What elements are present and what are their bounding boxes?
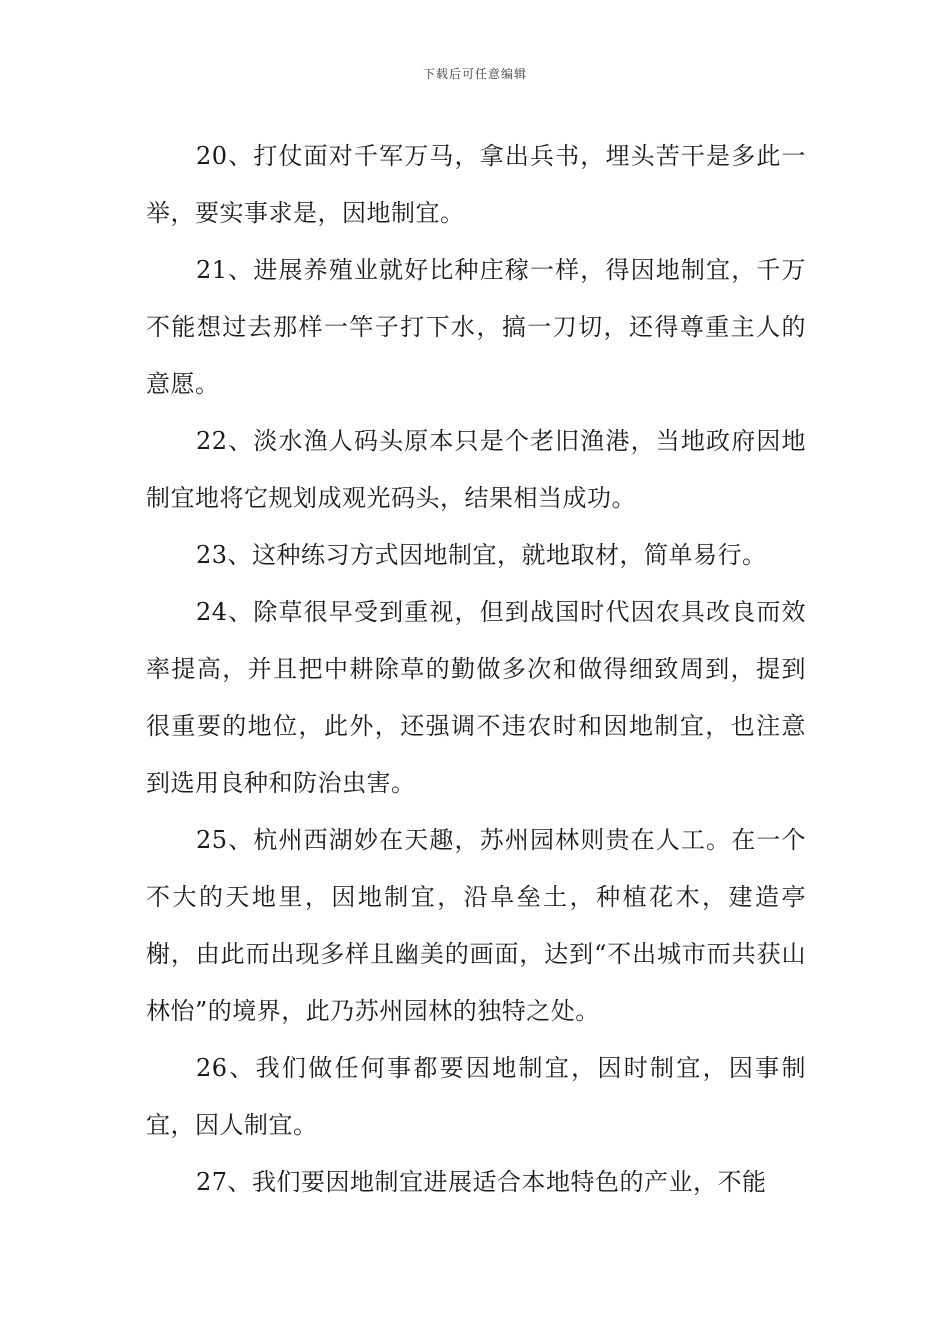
paragraph-20: 20、打仗面对千军万马，拿出兵书，埋头苦干是多此一举，要实事求是，因地制宜。 bbox=[146, 142, 806, 227]
document-body bbox=[146, 128, 806, 1211]
paragraph-27: 27、我们要因地制宜进展适合本地特色的产业，不能 bbox=[196, 1168, 767, 1196]
paragraph-24: 24、除草很早受到重视，但到战国时代因农具改良而效率提高，并且把中耕除草的勤做多次和做得细致周到，提到很重要的地位，此外，还强调不违农时和因地制宜，也注意到选用良种和防治虫害。 bbox=[146, 598, 806, 797]
paragraph-21: 21、进展养殖业就好比种庄稼一样，得因地制宜，千万不能想过去那样一竿子打下水，搞一刀切，还得尊重主人的意愿。 bbox=[146, 256, 806, 398]
paragraph-23: 23、这种练习方式因地制宜，就地取材，简单易行。 bbox=[196, 541, 767, 569]
paragraph-22: 22、淡水渔人码头原本只是个老旧渔港，当地政府因地制宜地将它规划成观光码头，结果相当成功。 bbox=[146, 427, 806, 512]
paragraph-25: 25、杭州西湖妙在天趣，苏州园林则贵在人工。在一个不大的天地里，因地制宜，沿阜垒土，种植花木，建造亭榭，由此而出现多样且幽美的画面，达到“不出城市而共获山林怡”的境界，此乃苏州园林的独特之处。 bbox=[146, 826, 806, 1025]
page-header: 下载后可任意编辑 bbox=[422, 67, 527, 81]
paragraph-26: 26、我们做任何事都要因地制宜，因时制宜，因事制宜，因人制宜。 bbox=[146, 1054, 806, 1139]
